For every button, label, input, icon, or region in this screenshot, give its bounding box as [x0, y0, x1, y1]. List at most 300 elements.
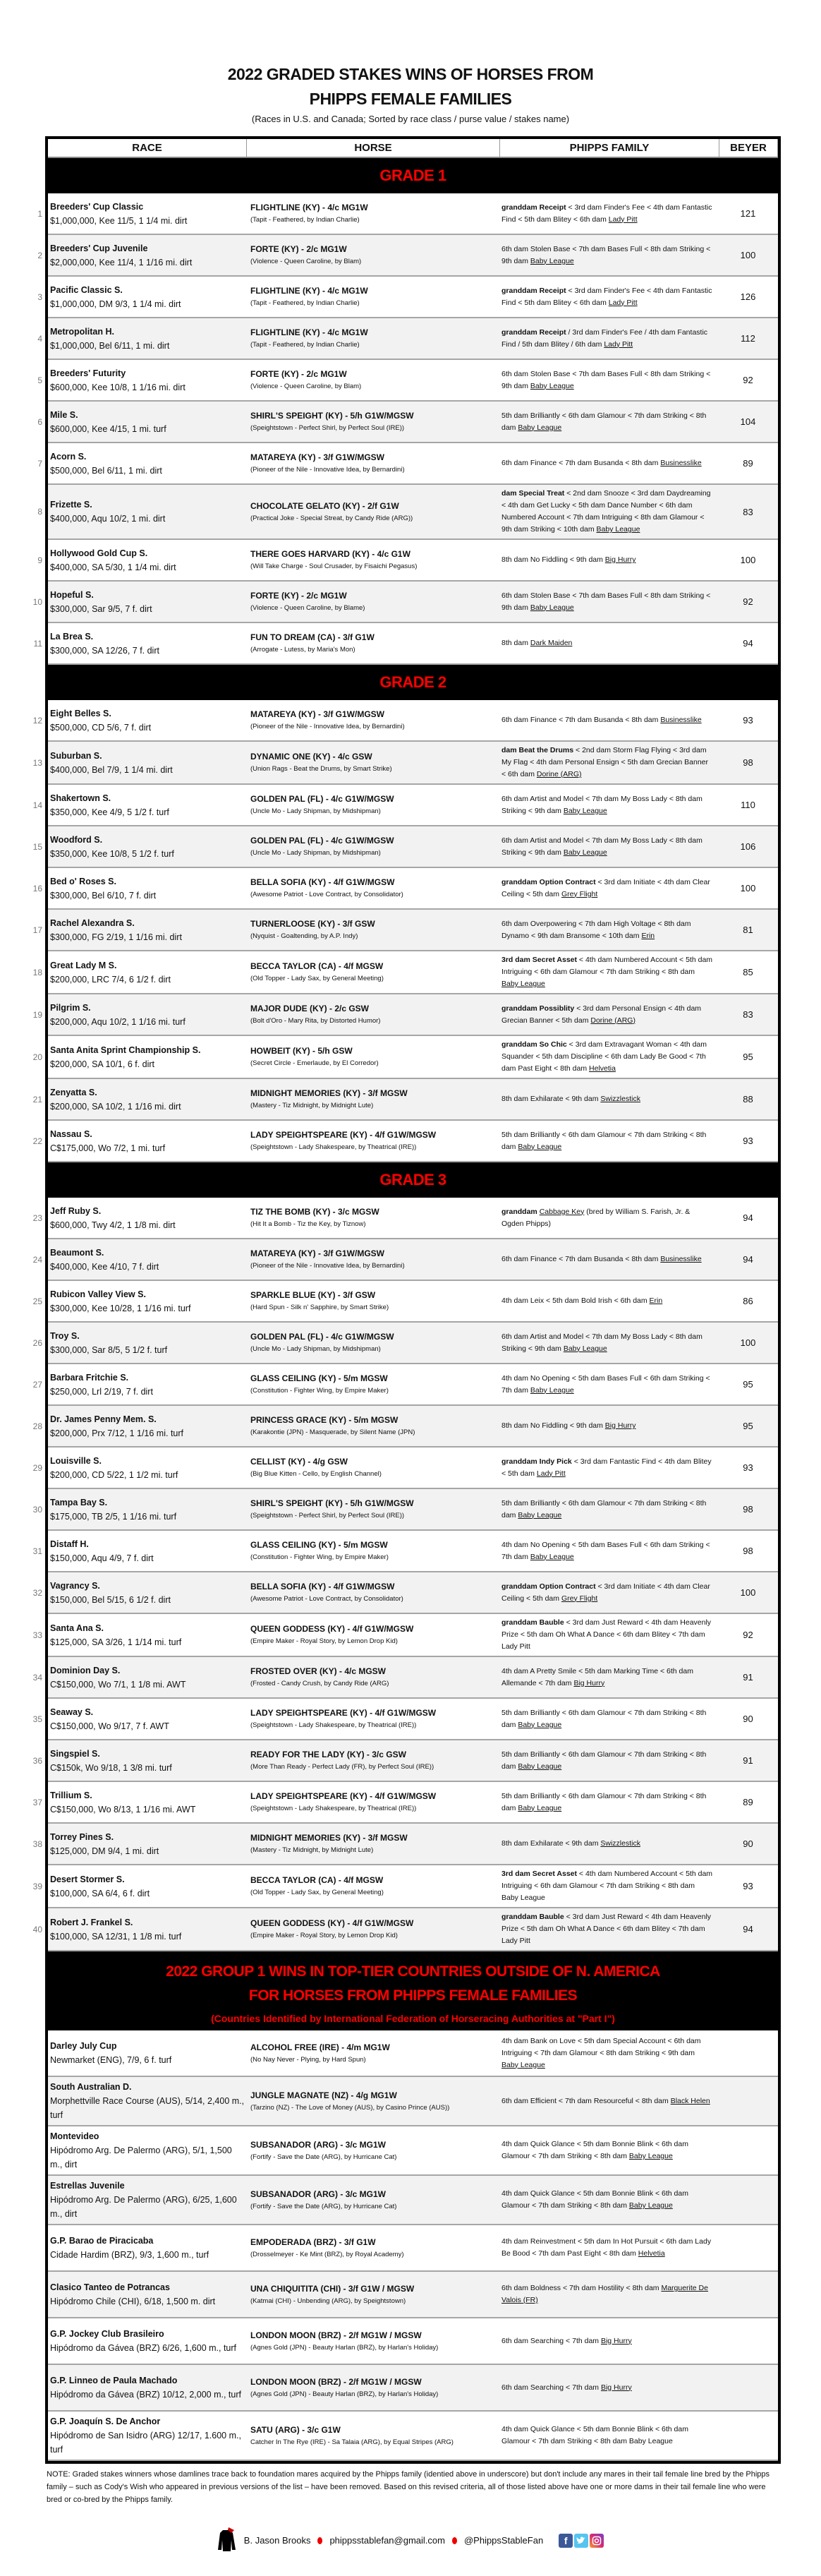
email-link[interactable]: phippsstablefan@gmail.com [329, 2535, 445, 2546]
race-name: Trillium S. [50, 1790, 92, 1800]
horse-name: SHIRL'S SPEIGHT (KY) - 5/h G1W/MGSW [250, 411, 414, 421]
family-text: < 4th dam Numbered Account < 5th dam Intriguing < 6th dam Glamour < 7th dam Striking < 8th dam [501, 956, 713, 976]
race-cell [48, 402, 246, 442]
table-row [32, 742, 778, 785]
row-number: 31 [32, 1546, 42, 1556]
table-row [32, 1614, 778, 1657]
horse-cell [246, 360, 499, 400]
phipps-family-cell [499, 1536, 717, 1566]
row-number: 27 [32, 1379, 42, 1390]
race-cell [48, 1364, 246, 1404]
race-cell [48, 700, 246, 740]
horse-name: READY FOR THE LADY (KY) - 3/c GSW [250, 1750, 406, 1759]
horse-name: QUEEN GODDESS (KY) - 4/f G1W/MGSW [250, 1624, 414, 1634]
race-name: Suburban S. [50, 750, 102, 761]
horse-pedigree: (Drosselmeyer - Ke Mint (BRZ), by Royal Academy) [250, 2250, 404, 2258]
race-details: $1,000,000, Kee 11/5, 1 1/4 mi. dirt [50, 215, 188, 226]
phipps-family-cell [499, 2421, 717, 2450]
beyer-cell: 98 [743, 1546, 753, 1556]
race-details: C$150k, Wo 9/18, 1 3/8 mi. turf [50, 1762, 172, 1773]
phipps-family-cell [499, 1663, 717, 1692]
instagram-icon[interactable] [590, 2534, 604, 2548]
foundation-mare: Helvetia [589, 1064, 616, 1073]
beyer-cell: 110 [741, 800, 755, 810]
beyer-cell: 93 [743, 1881, 753, 1891]
page-title-line2: PHIPPS FEMALE FAMILIES [309, 90, 512, 108]
horse-name: SUBSANADOR (ARG) - 3/c MG1W [250, 2189, 387, 2199]
table-row [37, 318, 778, 360]
row-number: 36 [32, 1755, 42, 1766]
beyer-cell: 94 [743, 1212, 753, 1223]
horse-pedigree: (Agnes Gold (JPN) - Beauty Harlan (BRZ), by Harlan's Holiday) [250, 2343, 439, 2352]
race-cell [48, 235, 246, 275]
race-name: Nassau S. [50, 1128, 92, 1139]
phipps-bred-dam: granddam Option Contract [501, 1582, 596, 1591]
horse-name: GOLDEN PAL (FL) - 4/c G1W/MGSW [250, 794, 394, 804]
horse-cell [246, 1740, 499, 1781]
race-cell [48, 1740, 246, 1781]
race-details: $200,000, SA 10/1, 6 f. dirt [50, 1059, 155, 1069]
race-cell [48, 742, 246, 783]
phipps-bred-dam: granddam Receipt [501, 203, 566, 212]
beyer-cell [717, 2077, 778, 2125]
family-text: < 3rd dam Fantastic Find < 4th dam Blitey < 5th dam [501, 1457, 712, 1478]
beyer-cell: 100 [740, 883, 756, 893]
horse-name: FORTE (KY) - 2/c MG1W [250, 369, 347, 379]
horse-name: FUN TO DREAM (CA) - 3/f G1W [250, 632, 375, 642]
foundation-mare: Baby League [518, 423, 562, 432]
horse-name: FORTE (KY) - 2/c MG1W [250, 591, 347, 601]
beyer-cell: 100 [740, 1337, 756, 1348]
family-text: 4th dam No Opening < 5th dam Bases Full < 6th dam Striking < 7th dam [501, 1540, 710, 1561]
race-name: Jeff Ruby S. [50, 1205, 102, 1216]
race-name: Louisville S. [50, 1455, 102, 1466]
phipps-family-cell [499, 2136, 717, 2165]
horse-pedigree: Catcher In The Rye (IRE) - Sa Talaia (ARG), by Equal Stripes (ARG) [250, 2438, 454, 2446]
horse-pedigree: (Violence - Queen Caroline, by Blame) [250, 604, 365, 612]
race-details: Hipódromo da Gávea (BRZ) 10/12, 2,000 m., turf [50, 2390, 241, 2400]
foundation-mare: Businesslike [660, 716, 702, 724]
horse-pedigree: (Karakontie (JPN) - Masquerade, by Silent Name (JPN) [250, 1428, 415, 1436]
row-number: 4 [37, 333, 42, 344]
foundation-mare: Baby League [518, 1720, 562, 1729]
beyer-cell: 93 [743, 1462, 753, 1473]
race-cell [48, 360, 246, 400]
family-text: 8th dam Exhilarate < 9th dam [501, 1839, 601, 1848]
row-number: 22 [32, 1136, 42, 1146]
race-details: $125,000, SA 3/26, 1 1/14 mi. turf [50, 1637, 182, 1647]
phipps-family-cell [499, 1453, 717, 1483]
race-details: $300,000, SA 12/26, 7 f. dirt [50, 645, 159, 656]
family-text: 6th dam Finance < 7th dam Busanda < 8th dam [501, 459, 661, 467]
beyer-cell: 91 [743, 1672, 753, 1683]
phipps-family-cell [499, 951, 717, 993]
table-row [32, 1824, 778, 1865]
horse-name: TURNERLOOSE (KY) - 3/f GSW [250, 919, 375, 929]
family-text: / 3rd dam Finder's Fee / 4th dam Fantastic Find / 5th dam Blitey / 6th dam [501, 327, 708, 349]
family-text: 6th dam Overpowering < 7th dam High Voltage < 8th dam Dynamo < 9th dam Bransome < 10th dam [501, 919, 691, 940]
grade-header: GRADE 3 [48, 1162, 778, 1198]
race-details: $350,000, Kee 10/8, 5 1/2 f. turf [50, 848, 174, 859]
horse-pedigree: (Mastery - Tiz Midnight, by Midnight Lute) [250, 1846, 374, 1854]
race-details: $150,000, Aqu 4/9, 7 f. dirt [50, 1553, 154, 1563]
race-details: $150,000, Bel 5/15, 6 1/2 f. dirt [50, 1594, 171, 1605]
phipps-family-cell [499, 1417, 717, 1435]
race-details: $600,000, Kee 10/8, 1 1/16 mi. dirt [50, 382, 186, 392]
page-title-line1: 2022 GRADED STAKES WINS OF HORSES FROM [227, 65, 594, 83]
column-header-phipps-family: PHIPPS FAMILY [500, 139, 719, 157]
phipps-bred-dam: granddam Indy Pick [501, 1457, 572, 1466]
table-row [48, 2030, 778, 2077]
family-text: 5th dam Brilliantly < 6th dam Glamour < 7th dam Striking < 8th dam [501, 1791, 707, 1812]
horse-pedigree: (Big Blue Kitten - Cello, by English Channel) [250, 1470, 382, 1478]
horse-cell [246, 1657, 499, 1697]
foundation-mare: Marguerite De Valois (FR) [501, 2284, 708, 2304]
race-cell [48, 2030, 246, 2076]
social-handle[interactable]: @PhippsStableFan [463, 2535, 544, 2546]
beyer-cell [717, 2412, 778, 2460]
international-title-line1: 2022 GROUP 1 WINS IN TOP-TIER COUNTRIES OUTSIDE OF N. AMERICA [166, 1963, 660, 1980]
separator-dot [317, 2537, 322, 2544]
horse-name: SPARKLE BLUE (KY) - 3/f GSW [250, 1290, 376, 1300]
race-cell [48, 2318, 246, 2364]
race-name: Beaumont S. [50, 1247, 104, 1258]
horse-pedigree: (Hard Spun - Silk n' Sapphire, by Smart Strike) [250, 1304, 389, 1311]
row-number: 33 [32, 1630, 42, 1640]
race-name: Dominion Day S. [50, 1665, 121, 1675]
beyer-cell: 100 [740, 250, 756, 260]
race-cell [48, 443, 246, 483]
phipps-family-cell [499, 455, 717, 472]
table-row [37, 360, 778, 402]
horse-cell [246, 1121, 499, 1161]
phipps-family-cell [499, 634, 717, 652]
race-name: South Australian D. [50, 2082, 132, 2092]
family-text: < 3rd dam Finder's Fee < 4th dam Fantastic Find < 5th dam Blitey < 6th dam [501, 203, 712, 224]
horse-cell [246, 277, 499, 317]
horse-name: FLIGHTLINE (KY) - 4/c MG1W [250, 327, 368, 337]
race-name: G.P. Jockey Club Brasileiro [50, 2329, 164, 2339]
row-number: 28 [32, 1421, 42, 1431]
horse-name: TIZ THE BOMB (KY) - 3/c MGSW [250, 1207, 379, 1217]
horse-name: MATAREYA (KY) - 3/f G1W/MGSW [250, 709, 384, 719]
footer [0, 2526, 821, 2576]
horse-cell [246, 2412, 499, 2460]
phipps-family-cell [499, 1000, 717, 1030]
race-cell [48, 826, 246, 867]
horse-pedigree: (Uncle Mo - Lady Shipman, by Midshipman) [250, 849, 381, 857]
foundation-mare: Baby League [563, 848, 607, 857]
race-details: Hipódromo Arg. De Palermo (ARG), 5/1, 1,500 m., dirt [50, 2145, 232, 2169]
foundation-mare: Lady Pitt [608, 298, 638, 307]
footnote: NOTE: Graded stakes winners whose damlines trace back to foundation mares acquired by the Phipps family (identied above in underscore) but don't include any mares in their tail female line bred by the Phipps family – such as Cody's Wish who appeared in previous versions of the list – have been removed. Based on this revised criteria, all of those listed above have one or more dams in their tail female line who were bred or co-bred by the Phipps family. [47, 2470, 770, 2504]
foundation-mare: Black Helen [670, 2096, 710, 2105]
race-name: Mile S. [50, 409, 78, 420]
beyer-cell: 112 [741, 333, 755, 344]
horse-cell [246, 2126, 499, 2174]
horse-name: SHIRL'S SPEIGHT (KY) - 5/h G1W/MGSW [250, 1498, 414, 1508]
race-cell [48, 1079, 246, 1119]
horse-pedigree: (Tapit - Feathered, by Indian Charlie) [250, 216, 360, 224]
horse-pedigree: (Frosted - Candy Crush, by Candy Ride (ARG) [250, 1680, 389, 1687]
row-number: 40 [32, 1924, 42, 1934]
race-details: $400,000, SA 5/30, 1 1/4 mi. dirt [50, 562, 176, 572]
beyer-cell: 91 [743, 1755, 753, 1766]
race-name: Clasico Tanteo de Potrancas [50, 2282, 170, 2292]
table-row [32, 1740, 778, 1782]
row-number: 30 [32, 1504, 42, 1515]
beyer-cell [717, 2272, 778, 2317]
race-name: Eight Belles S. [50, 708, 111, 718]
row-number: 16 [32, 883, 42, 893]
row-number: 14 [32, 800, 42, 810]
phipps-bred-dam: 3rd dam Secret Asset [501, 1870, 577, 1878]
table-row [32, 1323, 778, 1364]
beyer-cell: 94 [743, 1254, 753, 1265]
family-text: 6th dam Artist and Model < 7th dam My Boss Lady < 8th dam Striking < 9th dam [501, 1332, 703, 1353]
table-row [48, 2077, 778, 2126]
phipps-family-cell [499, 1788, 717, 1817]
row-number: 29 [32, 1462, 42, 1473]
race-name: Darley July Cup [50, 2041, 117, 2051]
horse-cell [246, 1489, 499, 1529]
race-cell [48, 1908, 246, 1950]
horse-name: GOLDEN PAL (FL) - 4/c G1W/MGSW [250, 1332, 394, 1342]
race-name: Pacific Classic S. [50, 284, 123, 295]
phipps-family-cell [499, 1835, 717, 1853]
race-details: $500,000, Bel 6/11, 1 mi. dirt [50, 465, 162, 476]
race-details: $300,000, Sar 9/5, 7 f. dirt [50, 603, 152, 614]
facebook-icon[interactable]: f [559, 2534, 573, 2548]
race-cell [48, 994, 246, 1035]
table-row [32, 826, 778, 868]
table-row [32, 1406, 778, 1448]
race-cell [48, 540, 246, 580]
foundation-mare: Big Hurry [604, 555, 636, 564]
table-row [37, 402, 778, 443]
table-row [37, 540, 778, 582]
family-text: 4th dam Quick Glance < 5th dam Bonnie Blink < 6th dam Glamour < 7th dam Striking < 8th dam [501, 2189, 688, 2210]
phipps-family-cell [499, 1090, 717, 1108]
family-text: 6th dam Searching < 7th dam [501, 2336, 601, 2345]
foundation-mare: Big Hurry [604, 1421, 636, 1430]
phipps-family-cell [499, 587, 717, 617]
race-name: Metropolitan H. [50, 326, 114, 337]
race-name: Breeders' Futurity [50, 368, 126, 378]
race-cell [48, 1572, 246, 1613]
race-name: Hopeful S. [50, 589, 94, 600]
race-cell [48, 1614, 246, 1656]
family-text: 4th dam Leix < 5th dam Bold Irish < 6th dam [501, 1296, 650, 1305]
horse-cell [246, 582, 499, 622]
race-cell [48, 193, 246, 234]
race-cell [48, 1036, 246, 1078]
foundation-mare: Baby League [530, 256, 574, 265]
beyer-cell: 93 [743, 1136, 753, 1146]
beyer-cell [717, 2030, 778, 2076]
foundation-mare: Helvetia [638, 2249, 665, 2258]
table-row [32, 1239, 778, 1281]
foundation-mare: Grey Flight [561, 889, 598, 898]
foundation-mare: Baby League [501, 980, 545, 988]
beyer-cell: 86 [743, 1296, 753, 1306]
horse-pedigree: (Bolt d'Oro - Mary Rita, by Distorted Humor) [250, 1017, 381, 1025]
horse-pedigree: (Speightstown - Lady Shakespeare, by Theatrical (IRE)) [250, 1805, 417, 1812]
horse-pedigree: (Katmai (CHI) - Unbending (ARG), by Speightstown) [250, 2297, 406, 2305]
phipps-family-cell [499, 1251, 717, 1268]
race-cell [48, 785, 246, 825]
phipps-family-cell [499, 2185, 717, 2215]
race-cell [48, 1448, 246, 1488]
twitter-icon[interactable] [574, 2534, 588, 2548]
beyer-cell [717, 2365, 778, 2410]
foundation-mare: Baby League [530, 1385, 574, 1395]
phipps-bred-dam: granddam So Chic [501, 1040, 567, 1049]
race-details: Morphettville Race Course (AUS), 5/14, 2,400 m., turf [50, 2096, 245, 2120]
race-details: $500,000, CD 5/6, 7 f. dirt [50, 722, 152, 733]
family-text: 6th dam Stolen Base < 7th dam Bases Full < 8th dam Striking < 9th dam [501, 369, 711, 390]
race-name: La Brea S. [50, 631, 94, 642]
race-details: Hipódromo Arg. De Palermo (ARG), 6/25, 1,600 m., dirt [50, 2195, 237, 2219]
row-number: 34 [32, 1672, 42, 1683]
phipps-family-cell [499, 1328, 717, 1358]
phipps-bred-dam: 3rd dam Secret Asset [501, 956, 577, 964]
beyer-cell: 90 [743, 1714, 753, 1724]
horse-name: THERE GOES HARVARD (KY) - 4/c G1W [250, 549, 410, 559]
foundation-mare: Cabbage Key [539, 1207, 585, 1216]
phipps-family-cell [499, 915, 717, 945]
race-details: Hipódromo Chile (CHI), 6/18, 1,500 m. dirt [50, 2297, 216, 2306]
row-number: 9 [37, 555, 42, 565]
horse-cell [246, 1531, 499, 1571]
horse-pedigree: (Fortify - Save the Date (ARG), by Hurricane Cat) [250, 2202, 397, 2210]
foundation-mare: Baby League [518, 1762, 562, 1771]
table-row [37, 443, 778, 485]
phipps-bred-dam: granddam Receipt [501, 286, 566, 295]
race-name: Zenyatta S. [50, 1087, 97, 1097]
race-name: Montevideo [50, 2131, 99, 2141]
table-row [32, 1531, 778, 1572]
horse-cell [246, 485, 499, 538]
foundation-mare: Baby League [530, 381, 574, 390]
phipps-family-cell [499, 2379, 717, 2397]
beyer-cell: 89 [743, 1797, 753, 1807]
race-details: $400,000, Bel 7/9, 1 1/4 mi. dirt [50, 764, 173, 775]
horse-name: JUNGLE MAGNATE (NZ) - 4/g MG1W [250, 2090, 397, 2100]
horse-pedigree: (More Than Ready - Perfect Lady (FR), by Perfect Soul (IRE)) [250, 1763, 434, 1771]
horse-name: CHOCOLATE GELATO (KY) - 2/f G1W [250, 500, 399, 511]
foundation-mare: Erin [641, 931, 655, 940]
table-row [48, 2176, 778, 2225]
horse-pedigree: (Practical Joke - Special Streat, by Candy Ride (ARG)) [250, 514, 413, 522]
race-details: $250,000, Lrl 2/19, 7 f. dirt [50, 1386, 153, 1397]
table-row [32, 1448, 778, 1489]
phipps-family-cell [499, 742, 717, 783]
beyer-cell: 104 [740, 416, 756, 427]
race-cell [48, 2126, 246, 2174]
horse-pedigree: (Empire Maker - Royal Story, by Lemon Drop Kid) [250, 1932, 398, 1939]
horse-pedigree: (Will Take Charge - Soul Crusader, by Fisaichi Pegasus) [250, 562, 418, 570]
foundation-mare: Baby League [628, 2201, 673, 2210]
race-details: $300,000, Sar 8/5, 5 1/2 f. turf [50, 1344, 168, 1355]
table-row [32, 1198, 778, 1239]
phipps-family-cell [499, 1908, 717, 1950]
page-subtitle: (Races in U.S. and Canada; Sorted by race class / purse value / stakes name) [251, 114, 570, 124]
race-cell [48, 1782, 246, 1822]
foundation-mare: Baby League [501, 2060, 545, 2069]
family-text: < 2nd dam Snooze < 3rd dam Daydreaming < 4th dam Get Lucky < 5th dam Dance Number < 6th dam Numbered Account < 7th dam Intriguing < 8th dam Glamour < 9th dam Striking < 10th dam [501, 489, 711, 534]
horse-cell [246, 2272, 499, 2317]
horse-cell [246, 1782, 499, 1822]
horse-pedigree: (Nyquist - Goaltending, by A.P. Indy) [250, 932, 358, 940]
phipps-family-cell [499, 282, 717, 312]
race-cell [48, 1239, 246, 1280]
table-row [37, 235, 778, 277]
horse-pedigree: (Mastery - Tiz Midnight, by Midnight Lute) [250, 1102, 374, 1109]
horse-cell [246, 868, 499, 908]
family-text: 4th dam Reinvestment < 5th dam In Hot Pursuit < 6th dam Lady Be Bood < 7th dam Past Eight < 8th dam [501, 2237, 712, 2258]
phipps-bred-dam: dam Special Treat [501, 489, 565, 498]
foundation-mare: Businesslike [660, 1255, 702, 1263]
race-details: $100,000, SA 6/4, 6 f. dirt [50, 1888, 150, 1898]
family-text: 6th dam Finance < 7th dam Busanda < 8th dam [501, 1255, 661, 1263]
race-name: Frizette S. [50, 500, 92, 510]
family-text: 5th dam Brilliantly < 6th dam Glamour < 7th dam Striking < 8th dam [501, 411, 707, 432]
horse-pedigree: (Violence - Queen Caroline, by Blam) [250, 258, 362, 265]
table-row [48, 2365, 778, 2412]
horse-name: LADY SPEIGHTSPEARE (KY) - 4/f G1W/MGSW [250, 1130, 437, 1140]
phipps-family-cell [499, 1370, 717, 1400]
column-header-race: RACE [48, 139, 247, 157]
family-text: 6th dam Stolen Base < 7th dam Bases Full < 8th dam Striking < 9th dam [501, 591, 711, 612]
phipps-family-cell [499, 324, 717, 354]
race-cell [48, 1657, 246, 1697]
horse-name: PRINCESS GRACE (KY) - 5/m MGSW [250, 1415, 399, 1425]
foundation-mare: Erin [649, 1296, 663, 1305]
row-number: 38 [32, 1838, 42, 1849]
race-name: Distaff H. [50, 1539, 89, 1549]
race-name: Tampa Bay S. [50, 1497, 108, 1507]
horse-pedigree: (Old Topper - Lady Sax, by General Meeting) [250, 975, 384, 982]
race-details: $175,000, TB 2/5, 1 1/16 mi. turf [50, 1511, 177, 1522]
race-cell [48, 1489, 246, 1529]
race-details: Newmarket (ENG), 7/9, 6 f. turf [50, 2055, 172, 2065]
race-cell [48, 2225, 246, 2270]
horse-name: MATAREYA (KY) - 3/f G1W/MGSW [250, 1248, 384, 1258]
race-details: $125,000, DM 9/4, 1 mi. dirt [50, 1846, 159, 1856]
table-row [48, 2126, 778, 2176]
row-number: 35 [32, 1714, 42, 1724]
table-row [48, 2225, 778, 2272]
horse-cell [246, 2077, 499, 2125]
beyer-cell [717, 2176, 778, 2224]
foundation-mare: Lady Pitt [604, 339, 633, 349]
race-details: Hipódromo de San Isidro (ARG) 12/17, 1.600 m., turf [50, 2431, 241, 2455]
family-text: 4th dam Quick Glance < 5th dam Bonnie Blink < 6th dam Glamour < 7th dam Striking < 8th dam Baby League [501, 2425, 688, 2445]
horse-name: MIDNIGHT MEMORIES (KY) - 3/f MGSW [250, 1833, 408, 1843]
horse-cell [246, 443, 499, 483]
table-row [32, 1699, 778, 1740]
race-name: G.P. Joaquín S. De Anchor [50, 2416, 161, 2426]
phipps-family-cell [499, 1036, 717, 1078]
horse-name: GLASS CEILING (KY) - 5/m MGSW [250, 1373, 388, 1383]
horse-pedigree: (Tarzino (NZ) - The Love of Money (AUS), by Casino Prince (AUS)) [250, 2103, 450, 2112]
race-name: Seaway S. [50, 1707, 94, 1717]
horse-name: QUEEN GODDESS (KY) - 4/f G1W/MGSW [250, 1918, 414, 1928]
beyer-cell [717, 2318, 778, 2364]
phipps-bred-dam: granddam Possiblity [501, 1004, 575, 1013]
horse-cell [246, 910, 499, 950]
